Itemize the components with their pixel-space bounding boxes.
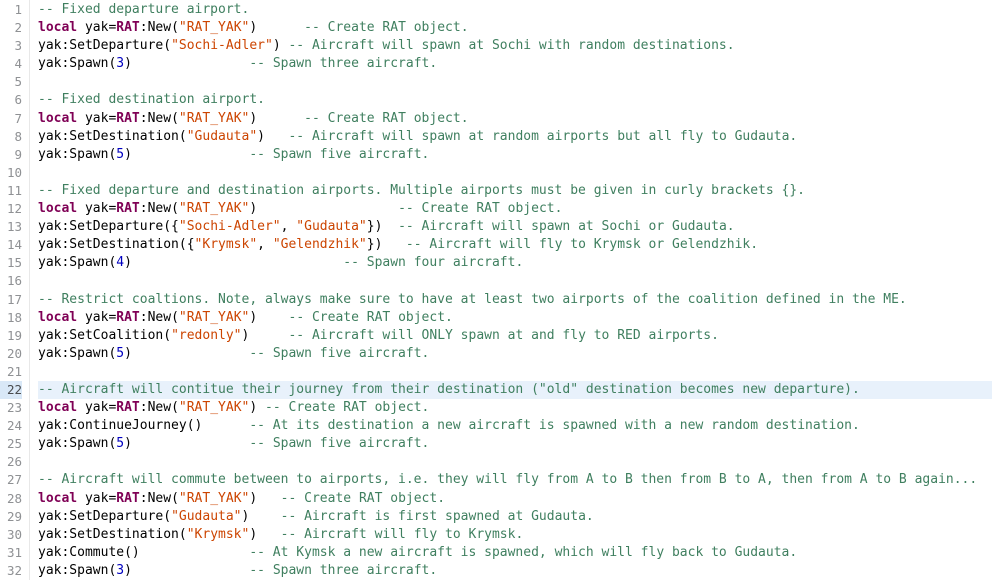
token-comment: -- Spawn five aircraft. — [249, 345, 430, 361]
line-number: 27 — [6, 472, 22, 488]
token-plain: ) — [249, 526, 281, 542]
line-number: 7 — [14, 110, 22, 126]
token-plain: yak:Spawn( — [38, 56, 117, 72]
code-line[interactable] — [38, 91, 992, 109]
token-string: "Gudauta" — [296, 219, 367, 235]
token-plain: yak:Spawn( — [38, 436, 117, 452]
code-line[interactable] — [38, 526, 992, 544]
token-keyword: local — [38, 400, 78, 416]
line-number: 12 — [6, 201, 22, 217]
token-plain: yak:SetDeparture( — [38, 508, 172, 524]
code-line[interactable] — [38, 417, 992, 435]
line-number: 23 — [6, 400, 22, 416]
token-string: "RAT_YAK" — [178, 110, 250, 126]
code-line[interactable] — [38, 146, 992, 164]
code-line[interactable] — [38, 236, 992, 254]
token-comment: -- Create RAT object. — [398, 201, 563, 217]
token-string: "redonly" — [171, 327, 242, 343]
code-content[interactable] — [30, 0, 992, 580]
token-class: RAT — [116, 110, 140, 126]
token-comment: -- Spawn five aircraft. — [249, 146, 430, 162]
line-number: 16 — [6, 273, 22, 289]
token-comment: -- Aircraft will fly to Krymsk or Gelendzhik. — [405, 237, 759, 253]
token-plain: yak:Commute() — [38, 544, 250, 560]
token-plain: yak:SetDestination( — [38, 526, 187, 542]
line-number: 21 — [6, 363, 22, 379]
token-comment: -- Aircraft will commute between to airports, i.e. they will fly from A to B then from B to A, then from A to B again... — [38, 472, 978, 488]
token-plain: yak= — [77, 201, 117, 217]
token-plain: yak:Spawn( — [38, 255, 117, 271]
token-string: "RAT_YAK" — [178, 400, 250, 416]
token-class: RAT — [116, 20, 140, 36]
token-comment: -- Create RAT object. — [288, 309, 453, 325]
token-comment: -- Spawn four aircraft. — [343, 255, 524, 271]
token-keyword: local — [38, 201, 78, 217]
token-plain: yak= — [77, 400, 117, 416]
token-plain: :New( — [139, 309, 179, 325]
token-plain: ) — [257, 128, 289, 144]
line-number: 15 — [6, 255, 22, 271]
token-comment: -- Create RAT object. — [304, 110, 469, 126]
code-line[interactable] — [38, 19, 992, 37]
token-comment: -- At Kymsk a new aircraft is spawned, which will fly back to Gudauta. — [249, 544, 798, 560]
token-number: 3 — [116, 56, 125, 72]
code-line[interactable] — [38, 345, 992, 363]
token-plain: , — [257, 237, 273, 253]
token-number: 5 — [116, 436, 125, 452]
token-comment: -- At its destination a new aircraft is spawned with a new random destination. — [249, 418, 860, 434]
token-class: RAT — [116, 490, 140, 506]
line-number: 28 — [6, 490, 22, 506]
token-string: "RAT_YAK" — [178, 490, 250, 506]
code-line[interactable] — [38, 73, 992, 91]
code-line[interactable] — [38, 182, 992, 200]
token-comment: -- Fixed destination airport. — [38, 92, 265, 108]
line-number: 32 — [6, 562, 22, 578]
token-plain: ) — [249, 309, 289, 325]
token-comment: -- Restrict coaltions. Note, always make sure to have at least two airports of the coalition defined in the ME. — [38, 291, 907, 307]
token-plain: ) — [241, 508, 281, 524]
token-plain: ) — [124, 56, 250, 72]
token-plain: ) — [124, 146, 250, 162]
line-number: 14 — [6, 237, 22, 253]
token-plain: ) — [249, 400, 266, 416]
code-line[interactable] — [38, 327, 992, 345]
token-comment: -- Aircraft will spawn at Sochi with random destinations. — [288, 38, 735, 54]
token-comment: -- Create RAT object. — [265, 400, 430, 416]
token-comment: -- Aircraft will spawn at Sochi or Gudauta. — [398, 219, 735, 235]
token-plain: yak:SetDestination( — [38, 128, 187, 144]
token-plain: }) — [366, 219, 399, 235]
token-class: RAT — [116, 201, 140, 217]
code-line[interactable] — [38, 291, 992, 309]
code-line[interactable] — [38, 471, 992, 489]
token-comment: -- Create RAT object. — [280, 490, 446, 506]
token-plain: ) — [124, 562, 250, 578]
token-plain: ) — [241, 327, 289, 343]
line-number: 30 — [6, 526, 22, 542]
line-number: 19 — [6, 327, 22, 343]
token-comment: -- Fixed departure and destination airports. Multiple airports must be given in curly brackets {}. — [38, 182, 806, 198]
line-number: 17 — [6, 291, 22, 307]
code-line[interactable] — [38, 453, 992, 471]
token-plain: :New( — [139, 201, 179, 217]
code-line[interactable] — [38, 544, 992, 562]
line-number: 9 — [14, 146, 22, 162]
token-plain: :New( — [139, 490, 179, 506]
code-line[interactable] — [38, 128, 992, 146]
token-plain: ) — [249, 490, 281, 506]
line-number: 18 — [6, 309, 22, 325]
line-number-gutter — [0, 0, 22, 580]
token-plain: }) — [366, 237, 406, 253]
token-string: "Gudauta" — [186, 128, 258, 144]
token-comment: -- Fixed departure airport. — [38, 2, 250, 17]
token-comment: -- Spawn three aircraft. — [249, 56, 438, 72]
code-line[interactable] — [38, 508, 992, 526]
token-class: RAT — [116, 309, 140, 325]
token-plain: yak:SetCoalition( — [38, 327, 172, 343]
token-string: "Krymsk" — [194, 237, 258, 253]
line-number: 5 — [14, 74, 22, 90]
token-plain: yak:SetDeparture( — [38, 38, 172, 54]
token-plain: :New( — [139, 400, 179, 416]
token-plain: ) — [124, 255, 344, 271]
token-comment: -- Create RAT object. — [304, 20, 469, 36]
line-number: 1 — [14, 2, 22, 17]
token-comment: -- Spawn three aircraft. — [249, 562, 438, 578]
token-comment: -- Spawn five aircraft. — [249, 436, 430, 452]
token-comment: -- Aircraft will fly to Krymsk. — [280, 526, 524, 542]
line-number: 29 — [6, 508, 22, 524]
token-string: "Krymsk" — [186, 526, 250, 542]
code-line[interactable] — [38, 272, 992, 290]
line-number: 13 — [6, 219, 22, 235]
token-plain: yak= — [77, 20, 117, 36]
token-number: 5 — [116, 345, 125, 361]
token-string: "Sochi-Adler" — [178, 219, 281, 235]
code-line[interactable] — [38, 435, 992, 453]
line-number: 20 — [6, 345, 22, 361]
token-plain: ) — [249, 201, 399, 217]
token-class: RAT — [116, 400, 140, 416]
token-plain: :New( — [139, 110, 179, 126]
token-plain: ) — [249, 20, 305, 36]
token-plain: yak:SetDeparture({ — [38, 219, 179, 235]
line-number: 6 — [14, 92, 22, 108]
line-number: 31 — [6, 544, 22, 560]
code-line[interactable] — [38, 218, 992, 236]
token-plain: , — [280, 219, 297, 235]
token-plain: yak:Spawn( — [38, 146, 117, 162]
token-plain: ) — [272, 38, 289, 54]
code-line[interactable] — [38, 110, 992, 128]
code-line[interactable] — [38, 381, 992, 399]
token-keyword: local — [38, 490, 78, 506]
token-comment: -- Aircraft will ONLY spawn at and fly to RED airports. — [288, 327, 719, 343]
token-string: "Sochi-Adler" — [171, 38, 273, 54]
token-number: 4 — [116, 255, 125, 271]
token-string: "RAT_YAK" — [178, 309, 250, 325]
token-plain: yak= — [77, 490, 117, 506]
token-keyword: local — [38, 110, 78, 126]
token-plain: yak:Spawn( — [38, 345, 117, 361]
token-keyword: local — [38, 309, 78, 325]
token-string: "RAT_YAK" — [178, 201, 250, 217]
code-line[interactable] — [38, 254, 992, 272]
line-number: 26 — [6, 454, 22, 470]
token-plain: ) — [124, 345, 250, 361]
line-number: 24 — [6, 418, 22, 434]
token-keyword: local — [38, 20, 78, 36]
line-number: 11 — [6, 182, 22, 198]
line-number: 8 — [14, 128, 22, 144]
token-comment: -- Aircraft is first spawned at Gudauta. — [280, 508, 594, 524]
token-comment: -- Aircraft will contitue their journey from their destination ("old" destination becomes new departure). — [38, 381, 860, 397]
token-plain: yak= — [77, 309, 117, 325]
line-number: 2 — [14, 20, 22, 36]
code-line[interactable] — [38, 399, 992, 417]
line-number: 4 — [14, 56, 22, 72]
code-line[interactable] — [38, 164, 992, 182]
token-plain: ) — [124, 436, 250, 452]
token-string: "Gudauta" — [171, 508, 242, 524]
code-line[interactable] — [38, 490, 992, 508]
code-line[interactable] — [38, 562, 992, 580]
token-string: "Gelendzhik" — [272, 237, 367, 253]
token-plain: yak:ContinueJourney() — [38, 418, 250, 434]
code-line[interactable] — [38, 1, 992, 19]
line-number: 22 — [0, 381, 22, 399]
token-plain: ) — [249, 110, 305, 126]
token-string: "RAT_YAK" — [178, 20, 250, 36]
code-line[interactable] — [38, 200, 992, 218]
token-plain: yak:Spawn( — [38, 562, 117, 578]
token-plain: yak= — [77, 110, 117, 126]
code-line[interactable] — [38, 37, 992, 55]
token-comment: -- Aircraft will spawn at random airports but all fly to Gudauta. — [288, 128, 798, 144]
token-number: 3 — [116, 562, 125, 578]
code-line[interactable] — [38, 55, 992, 73]
code-line[interactable] — [38, 363, 992, 381]
token-plain: :New( — [139, 20, 179, 36]
code-line[interactable] — [38, 309, 992, 327]
token-plain: yak:SetDestination({ — [38, 237, 195, 253]
line-number: 3 — [14, 38, 22, 54]
line-number: 25 — [6, 436, 22, 452]
token-number: 5 — [116, 146, 125, 162]
line-number: 10 — [6, 164, 22, 180]
